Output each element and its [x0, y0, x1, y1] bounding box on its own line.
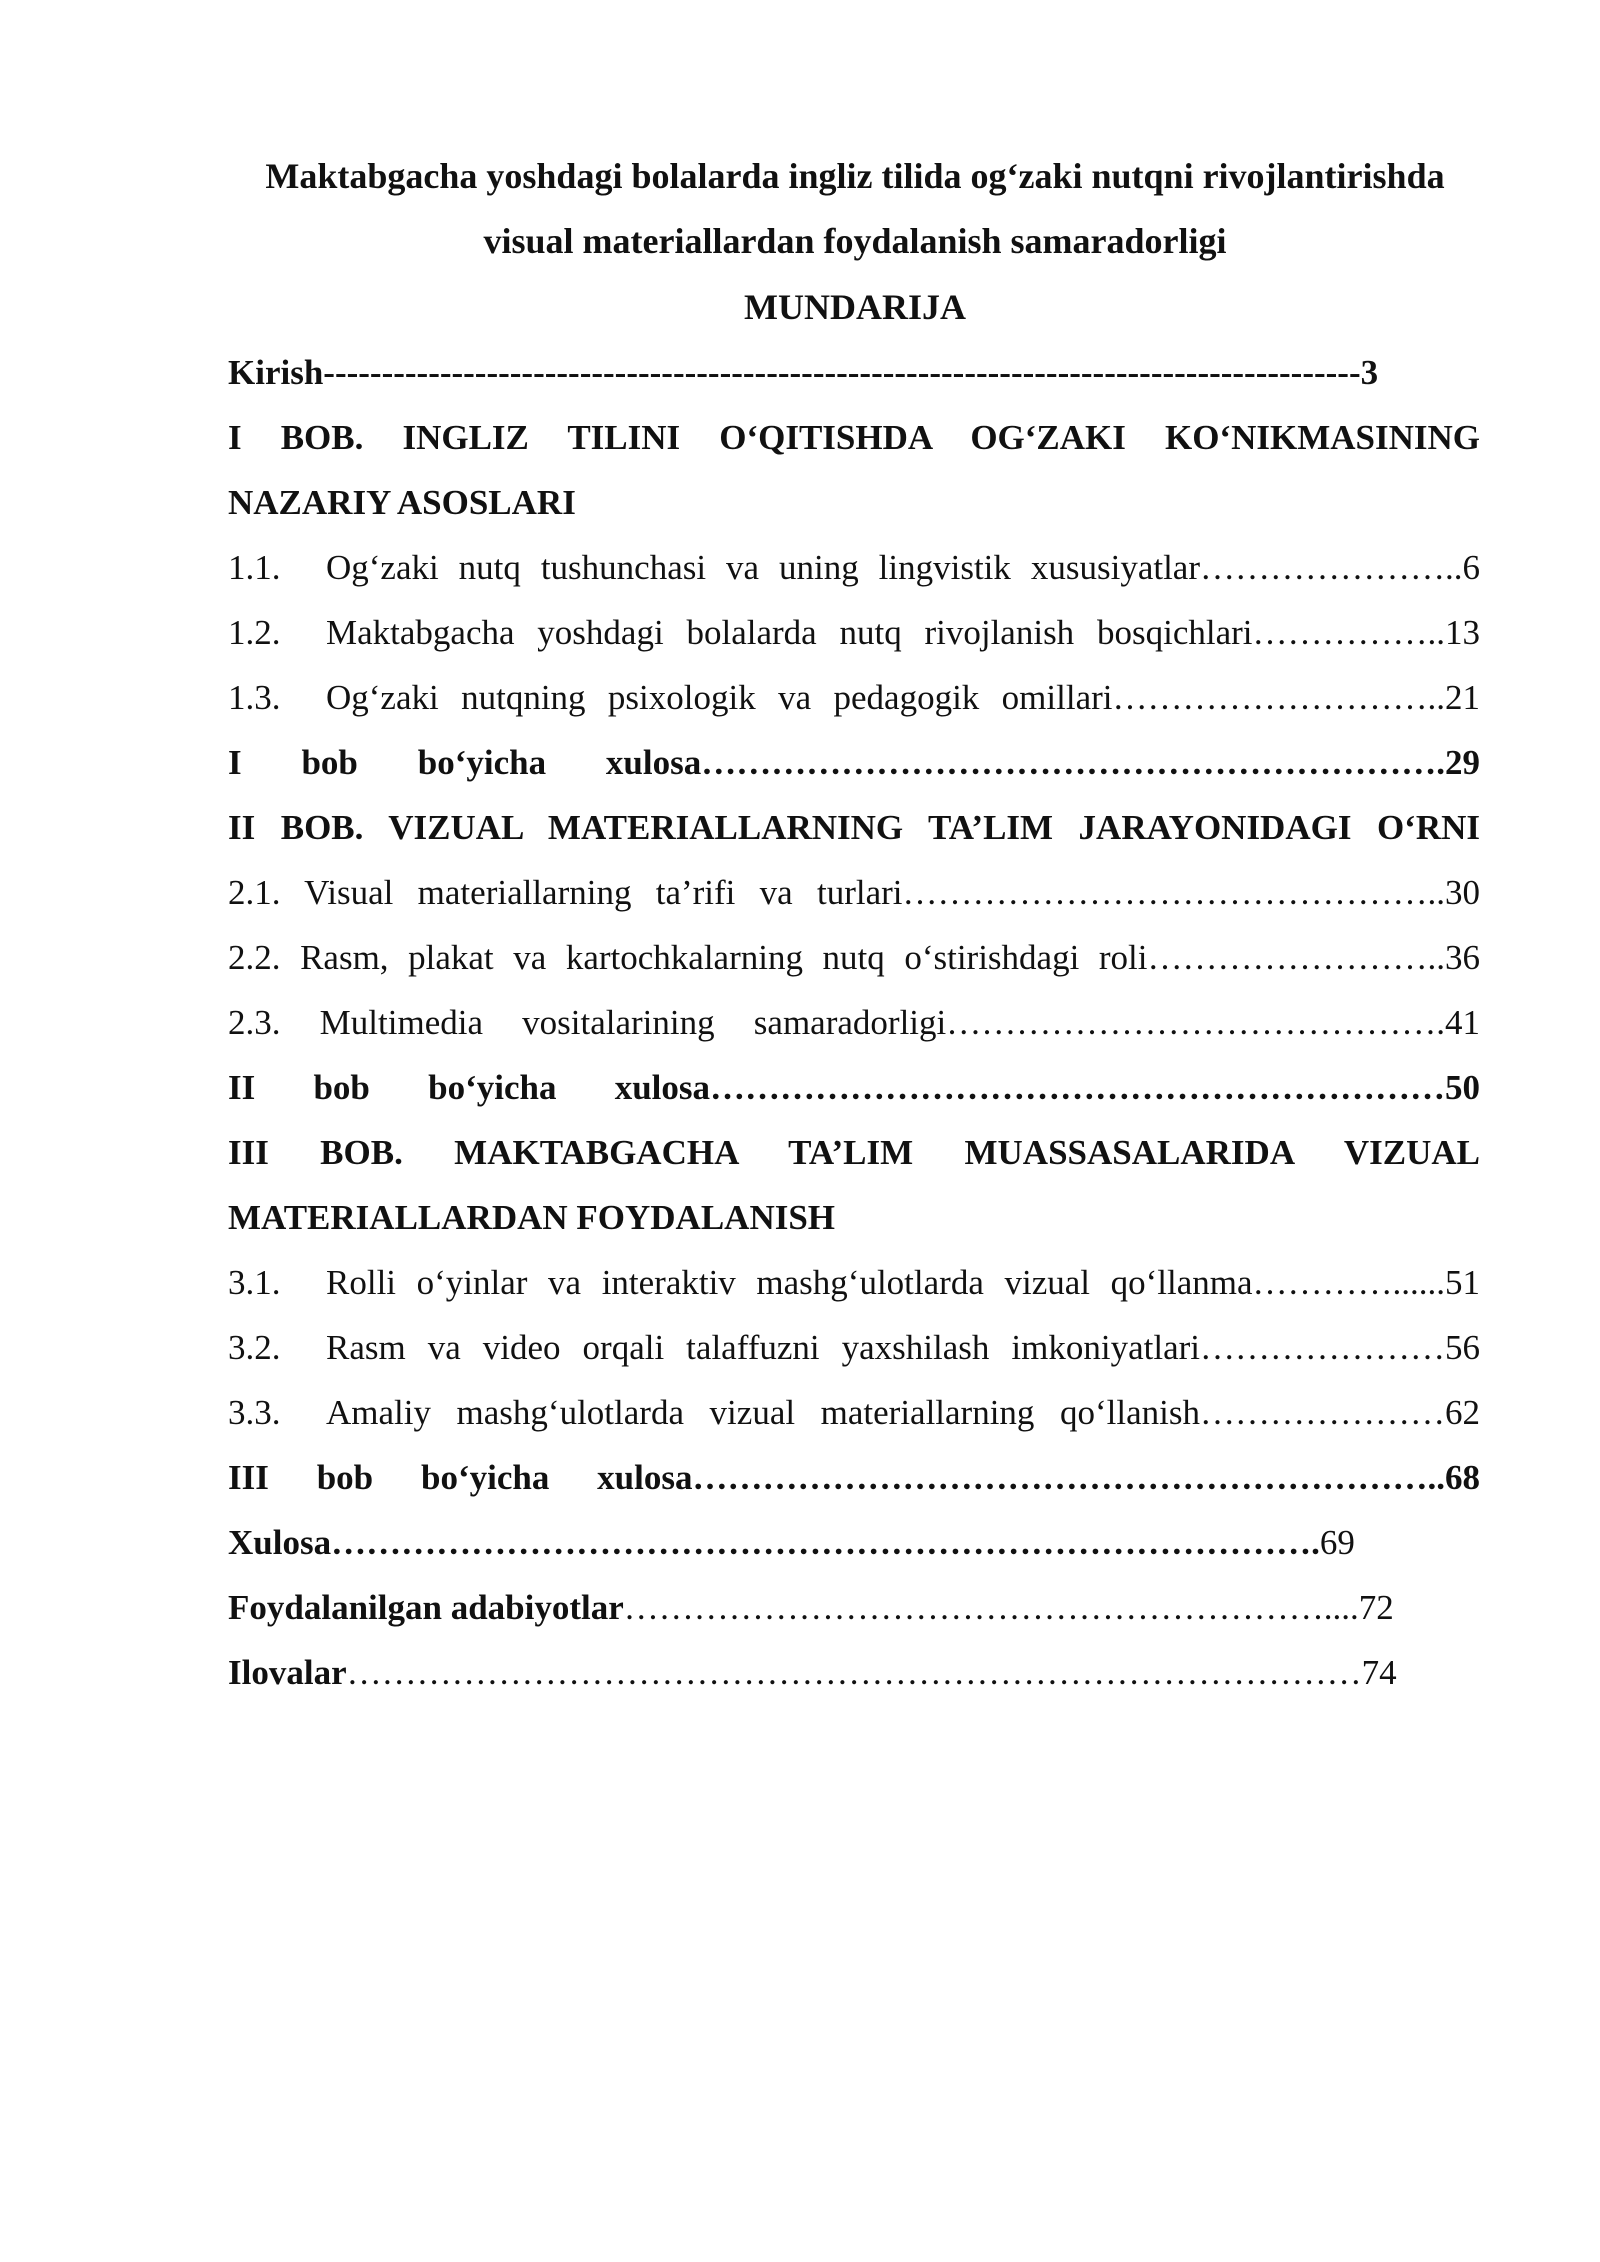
toc-entry-2-1: 2.1. Visual materiallarning ta’rifi va turlari………………………………………..30 [228, 873, 1480, 912]
toc-entry-1-2: 1.2. Maktabgacha yoshdagi bolalarda nutq rivojlanish bosqichlari……………..13 [228, 613, 1480, 652]
toc-entry-kirish: Kirish-----------------------------------------------------------------------------------------3 [228, 353, 1379, 392]
toc-entry-1-1: 1.1. Og‘zaki nutq tushunchasi va uning lingvistik xususiyatlar…………………..6 [228, 548, 1480, 587]
toc-entry-3-2: 3.2. Rasm va video orqali talaffuzni yaxshilash imkoniyatlari…………………56 [228, 1328, 1480, 1367]
toc-chapter-2-summary: II bob bo‘yicha xulosa………………………………………………………50 [228, 1068, 1480, 1107]
toc-entry-xulosa: Xulosa………………………………………………………………………….69 [228, 1523, 1355, 1562]
document-title-line-2: visual materiallardan foydalanish samaradorligi [483, 221, 1227, 261]
toc-entry-1-3: 1.3. Og‘zaki nutqning psixologik va pedagogik omillari………………………..21 [228, 678, 1480, 717]
toc-entry-3-3: 3.3. Amaliy mashg‘ulotlarda vizual materiallarning qo‘llanish…………………62 [228, 1393, 1480, 1432]
toc-chapter-1-summary: I bob bo‘yicha xulosa……………………………………………………….29 [228, 743, 1480, 782]
toc-chapter-3-cont: MATERIALLARDAN FOYDALANISH [228, 1198, 836, 1237]
toc-entry-2-3: 2.3. Multimedia vositalarining samaradorligi…………………………………….41 [228, 1003, 1480, 1042]
contents-heading: MUNDARIJA [744, 287, 966, 327]
toc-chapter-3: III BOB. MAKTABGACHA TA’LIM MUASSASALARIDA VIZUAL [228, 1133, 1480, 1172]
toc-chapter-2: II BOB. VIZUAL MATERIALLARNING TA’LIM JARAYONIDAGI O‘RNI [228, 808, 1480, 847]
document-title-line-1: Maktabgacha yoshdagi bolalarda ingliz tilida og‘zaki nutqni rivojlantirishda [265, 156, 1445, 196]
toc-entry-2-2: 2.2. Rasm, plakat va kartochkalarning nutq o‘stirishdagi roli……………………..36 [228, 938, 1480, 977]
toc-chapter-3-summary: III bob bo‘yicha xulosa………………………………………………………..68 [228, 1458, 1480, 1497]
toc-entry-references: Foydalanilgan adabiyotlar……………………………………………………....72 [228, 1588, 1394, 1627]
toc-entry-3-1: 3.1. Rolli o‘yinlar va interaktiv mashg‘ulotlarda vizual qo‘llanma…………......51 [228, 1263, 1480, 1302]
table-of-contents [228, 345, 1480, 1710]
toc-chapter-1-cont: NAZARIY ASOSLARI [228, 483, 576, 522]
toc-chapter-1: I BOB. INGLIZ TILINI O‘QITISHDA OG‘ZAKI KO‘NIKMASINING [228, 418, 1480, 457]
toc-entry-appendices: Ilovalar……………………………………………………………………………74 [228, 1653, 1397, 1692]
